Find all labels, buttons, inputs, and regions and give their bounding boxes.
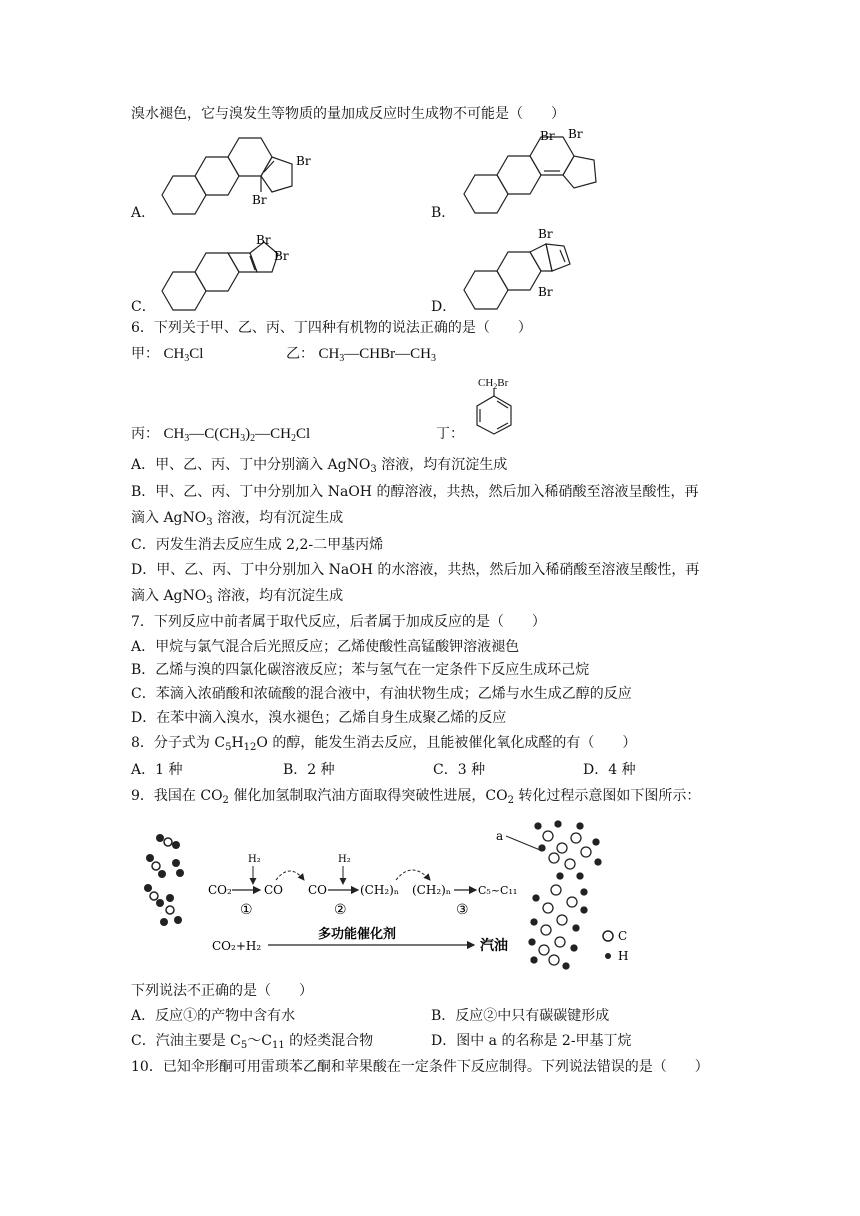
legend-hydrogen-icon — [605, 953, 611, 959]
co-text-1: CO — [264, 883, 284, 897]
ch2n-text-2: (CH₂)ₙ — [412, 883, 452, 897]
q9-stem: 9．我国在 $CO_2$ 催化加氢制取汽油方面取得突破性进展，$CO_2$ 转化过程示意图如下图所示： — [131, 788, 701, 806]
step-1-label: ① — [240, 902, 253, 918]
gasoline-text: 汽油 — [480, 938, 508, 954]
q6-option-d-line2: 滴入 AgNO$_3$ 溶液，均有沉淀生成 — [131, 588, 344, 606]
q6-bing: 丙： $CH_3—C(CH_3)_2—CH_2Cl$ — [131, 426, 311, 444]
br-label: Br — [568, 127, 583, 141]
jia-formula: $CH_3Cl$ — [163, 346, 204, 364]
step-3-label: ③ — [456, 902, 469, 918]
legend-c-text: C — [618, 929, 628, 943]
br-label: Br — [540, 129, 555, 143]
q5-option-c-label: C． — [131, 299, 156, 315]
q6-option-c: C．丙发生消去反应生成 2,2-二甲基丙烯 — [131, 537, 384, 553]
q6-option-a: A．甲、乙、丙、丁中分别滴入 AgNO$_3$ 溶液，均有沉淀生成 — [131, 457, 508, 475]
q9-ask: 下列说法不正确的是（ ） — [131, 983, 313, 999]
ding-substituent: $CH_2Br$ — [478, 377, 509, 391]
q8-option-c: C．3 种 — [433, 762, 486, 778]
q9-option-d: D．图中 a 的名称是 2-甲基丁烷 — [431, 1033, 632, 1049]
br-label: Br — [296, 154, 311, 168]
co-text-2: CO — [308, 883, 328, 897]
q8-option-d: D．4 种 — [583, 762, 636, 778]
q10-stem: 10．已知伞形酮可用雷琐苯乙酮和苹果酸在一定条件下反应制得。下列说法错误的是（ ） — [131, 1059, 709, 1075]
br-label: Br — [274, 249, 289, 263]
h2-text-1: H₂ — [248, 854, 261, 865]
br-label: Br — [538, 227, 553, 241]
q5-option-d-label: D． — [431, 299, 457, 315]
q8-option-b: B．2 种 — [283, 762, 335, 778]
h2-text-2: H₂ — [338, 854, 351, 865]
q7-option-b: B．乙烯与溴的四氯化碳溶液反应；苯与氢气在一定条件下反应生成环己烷 — [131, 662, 590, 678]
q6-option-b-line1: B．甲、乙、丙、丁中分别加入 NaOH 的醇溶液，共热，然后加入稀硝酸至溶液呈酸性，再 — [131, 484, 699, 500]
step-2-label: ② — [334, 902, 347, 918]
br-label: Br — [256, 233, 271, 247]
q9-option-b: B．反应②中只有碳碳键形成 — [431, 1008, 610, 1024]
br-label: Br — [252, 193, 267, 207]
co2-text: CO₂ — [208, 883, 232, 897]
legend-h-text: H — [618, 949, 629, 963]
q5-option-c-structure — [160, 232, 310, 317]
q8-stem: 8．分子式为 $C_5H_{12}O$ 的醇，能发生消去反应，且能被催化氧化成醛的有（ ） — [131, 735, 637, 753]
q6-yi: 乙： $CH_3—CHBr—CH_3$ — [286, 346, 436, 364]
catalyst-text: 多功能催化剂 — [318, 927, 397, 942]
yi-formula: $CH_3—CHBr—CH_3$ — [318, 346, 436, 364]
q9-option-a: A．反应①的产物中含有水 — [131, 1008, 296, 1024]
q6-jia: 甲： $CH_3Cl$ — [131, 346, 204, 364]
label-a: a — [496, 829, 504, 843]
q5-stem: 溴水褪色，它与溴发生等物质的量加成反应时生成物不可能是（ ） — [131, 106, 565, 122]
c5-c11-text: C₅~C₁₁ — [478, 884, 518, 897]
hydrocarbon-model-icon — [529, 821, 601, 969]
br-label: Br — [538, 285, 553, 299]
co2-h2-text: CO₂+H₂ — [212, 939, 262, 953]
q7-option-c: C．苯滴入浓硝酸和浓硫酸的混合液中，有油状物生成；乙烯与水生成乙醇的反应 — [131, 686, 632, 702]
q5-option-b-label: B． — [431, 205, 456, 221]
bing-formula: $CH_3—C(CH_3)_2—CH_2Cl$ — [163, 426, 311, 444]
q6-option-b-line2: 滴入 AgNO$_3$ 溶液，均有沉淀生成 — [131, 510, 344, 528]
benzene-ring-icon — [470, 388, 520, 438]
q5-option-a-label: A． — [131, 205, 156, 221]
ch2n-text-1: (CH₂)ₙ — [360, 883, 400, 897]
q6-ding-label: 丁： — [436, 426, 464, 442]
co2-conversion-diagram — [140, 818, 640, 978]
q5-option-d-structure — [462, 226, 612, 316]
q6-option-d-line1: D．甲、乙、丙、丁中分别加入 NaOH 的水溶液，共热，然后加入稀硝酸至溶液呈酸性，再 — [131, 562, 700, 578]
q7-stem: 7．下列反应中前者属于取代反应，后者属于加成反应的是（ ） — [131, 614, 546, 630]
legend-carbon-icon — [603, 931, 613, 941]
q5-option-b-structure — [462, 127, 612, 220]
q7-option-d: D．在苯中滴入溴水，溴水褪色；乙烯自身生成聚乙烯的反应 — [131, 710, 507, 726]
co2-molecules-icon — [144, 834, 184, 926]
q6-stem: 6．下列关于甲、乙、丙、丁四种有机物的说法正确的是（ ） — [131, 320, 532, 336]
q5-option-a-structure — [160, 140, 310, 220]
q8-option-a: A．1 种 — [131, 762, 183, 778]
q7-option-a: A．甲烷与氯气混合后光照反应；乙烯使酸性高锰酸钾溶液褪色 — [131, 639, 520, 655]
q9-option-c: C．汽油主要是 $C_5\sim C_{11}$ 的烃类混合物 — [131, 1033, 374, 1051]
